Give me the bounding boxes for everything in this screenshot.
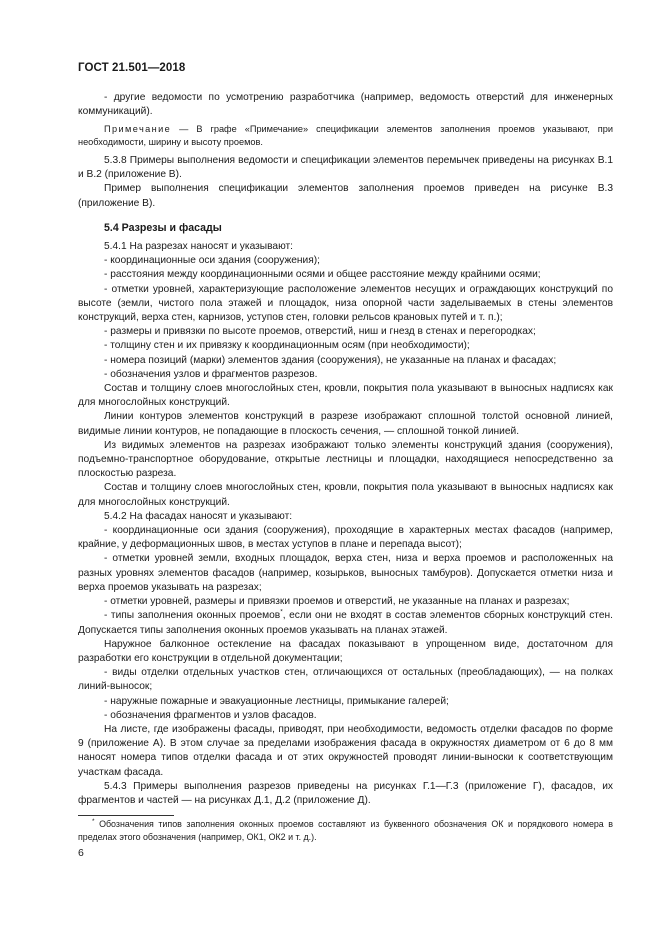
list-item: - обозначения узлов и фрагментов разрезов. [104, 368, 318, 380]
list-item: - координационные оси здания (сооружения), проходящие в характерных местах фасадов (например, крайние, у деформационных швов, в местах уступов в плане и перепада высот); [78, 525, 613, 551]
paragraph: 5.4.1 На разрезах наносят и указывают: [104, 241, 294, 253]
page-number: 6 [78, 847, 84, 859]
paragraph: Линии контуров элементов конструкций в разрезе изображают сплошной толстой основной линией, видимые линии контуров, не попадающие в плоскость сечения, — сплошной тонкой линией. [78, 411, 613, 437]
paragraph: Из видимых элементов на разрезах изображают только элементы конструкций здания (сооружения), подъемно-транспортное оборудование, открытые лестницы и площадки, находящиеся непосредственно за плоскостью разреза. [78, 439, 613, 480]
list-item: - виды отделки отдельных участков стен, отличающихся от остальных (преобладающих), — на полках линий-выносок; [78, 667, 613, 693]
section-title: 5.4 Разрезы и фасады [104, 221, 222, 234]
note-text: — В графе «Примечание» спецификации элементов заполнения проемов указывают, при необходимости, ширину и высоту проемов. [78, 124, 613, 148]
list-item: - толщину стен и их привязку к координационным осям (при необходимости); [104, 340, 470, 352]
list-item: - отметки уровней, размеры и привязки проемов и отверстий, не указанные на планах и разрезах; [104, 596, 570, 608]
list-item-text: - типы заполнения оконных проемов [104, 610, 281, 622]
footnote-text: Обозначения типов заполнения оконных проемов составляют из буквенного обозначения ОК и порядкового номера в пределах этого обозначения (например, ОК1, ОК2 и т. д.). [78, 819, 613, 842]
list-item: - расстояния между координационными осями и общее расстояние между крайними осями; [104, 269, 541, 281]
footnote-mark: * [92, 818, 95, 826]
paragraph: - другие ведомости по усмотрению разработчика (например, ведомость отверстий для инженерных коммуникаций). [78, 92, 613, 118]
paragraph: 5.3.8 Примеры выполнения ведомости и спецификации элементов перемычек приведены на рисунках В.1 и В.2 (приложение В). [78, 155, 613, 181]
paragraph: Состав и толщину слоев многослойных стен, кровли, покрытия пола указывают в выносных надписях как для многослойных конструкций. [78, 482, 613, 508]
document-header: ГОСТ 21.501—2018 [78, 62, 186, 74]
list-item: - координационные оси здания (сооружения); [104, 255, 320, 267]
body-text [78, 91, 613, 808]
list-item: - обозначения фрагментов и узлов фасадов. [104, 709, 317, 721]
list-item: - отметки уровней, характеризующие расположение элементов несущих и ограждающих конструкций по высоте (земли, чистого пола этажей и площадок, низа опорной части заделываемых в стены элементов конструкций, верха стен, карнизов, уступов стен, головки рельсов крановых путей и т. п.); [78, 283, 613, 324]
note-label: Примечание [104, 124, 172, 135]
list-item: - номера позиций (марки) элементов здания (сооружения), не указанные на планах и фасадах; [104, 354, 557, 366]
note [78, 123, 613, 149]
footnote-divider [78, 815, 174, 816]
paragraph: Пример выполнения спецификации элементов заполнения проемов приведен на рисунке В.3 (приложение В). [78, 183, 613, 209]
list-item-text: , если они не входят в состав элементов сборных конструкций стен. Допускается типы заполнения оконных проемов указывать на планах этажей. [78, 610, 613, 636]
paragraph: 5.4.2 На фасадах наносят и указывают: [104, 510, 293, 522]
list-item [78, 609, 613, 637]
footnote-reference: * [280, 608, 283, 616]
list-item: - размеры и привязки по высоте проемов, отверстий, ниш и гнезд в стенах и перегородках; [104, 326, 536, 338]
paragraph: 5.4.3 Примеры выполнения разрезов приведены на рисунках Г.1—Г.3 (приложение Г), фасадов, их фрагментов и частей — на рисунках Д.1, Д.2 (приложение Д). [78, 780, 613, 806]
list-item: - наружные пожарные и эвакуационные лестницы, примыкание галерей; [104, 695, 449, 707]
list-item: - отметки уровней земли, входных площадок, верха стен, низа и верха проемов и расположенных на разных уровнях элементов фасадов (например, козырьков, выносных тамбуров). Допускается отметки низа и верха проемов указывать на разрезах; [78, 553, 613, 593]
paragraph: На листе, где изображены фасады, приводят, при необходимости, ведомость отделки фасадов по форме 9 (приложение А). В этом случае за пределами изображения фасада в окружностях диаметром от 6 до 8 мм наносят номера типов отделки фасада и от этих окружностей проводят линии-выноски к соответствующим участкам фасада. [78, 723, 613, 778]
paragraph: Состав и толщину слоев многослойных стен, кровли, покрытия пола указывают в выносных надписях как для многослойных конструкций. [78, 383, 613, 409]
paragraph: Наружное балконное остекление на фасадах показывают в упрощенном виде, достаточном для разработки его конструкции в отдельной документации; [78, 638, 613, 664]
footnote [78, 818, 613, 843]
